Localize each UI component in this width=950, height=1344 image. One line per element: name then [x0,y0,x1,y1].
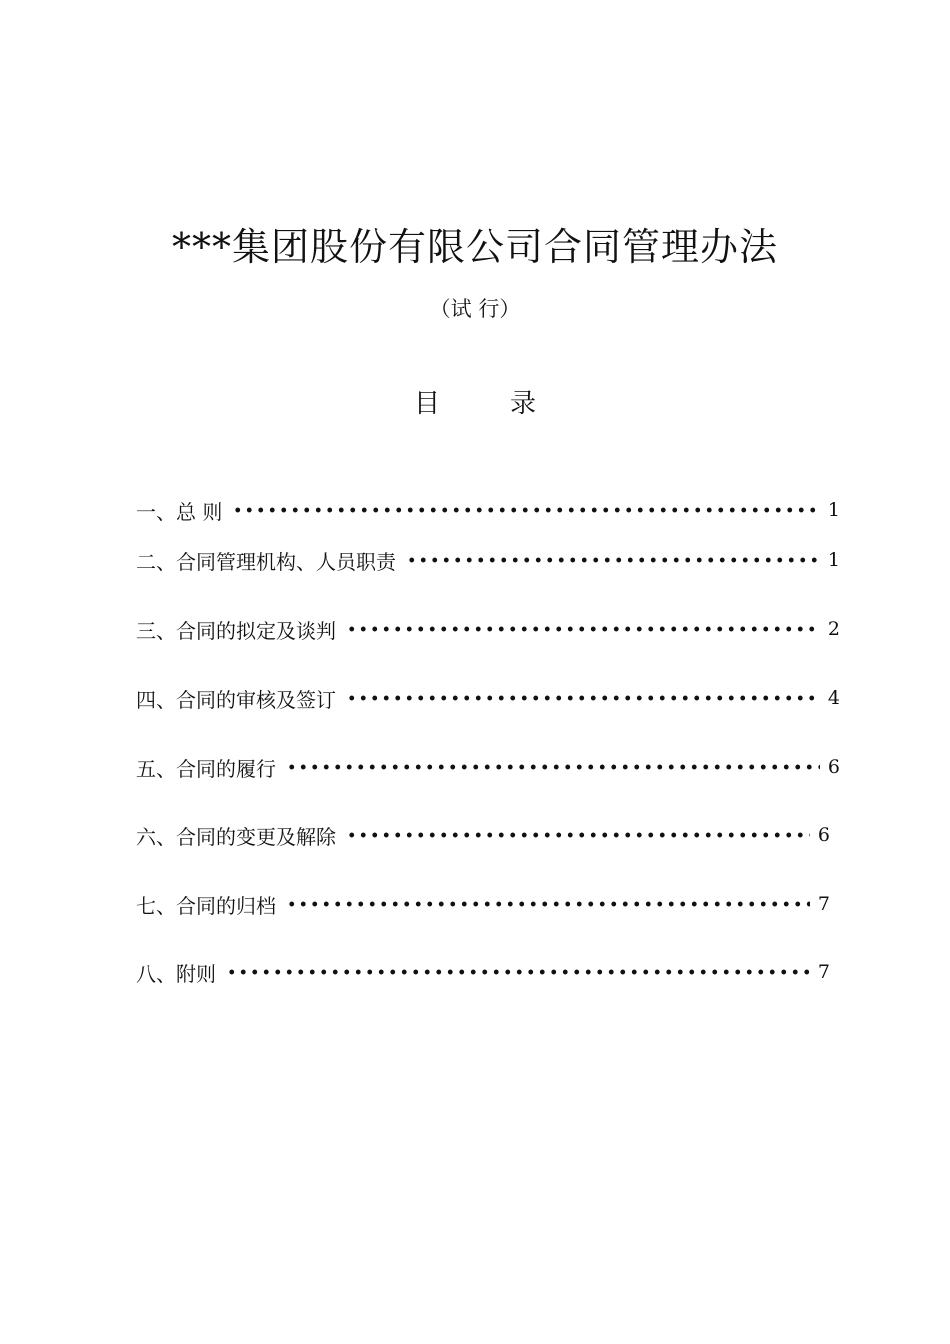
toc-dot-leader [346,832,810,838]
toc-entry-page: 7 [817,893,830,915]
toc-dot-leader [346,626,820,632]
toc-entry-label: 七、合同的归档 [136,893,276,918]
toc-heading [0,386,950,422]
toc-entry-page: 7 [817,961,830,983]
toc-entry-label: 三、合同的拟定及谈判 [136,618,336,643]
toc-entry-label: 五、合同的履行 [136,756,276,781]
toc-heading-right: 录 [510,389,537,419]
toc-entry[interactable] [136,890,830,918]
toc-entry[interactable] [136,684,840,712]
toc-entry[interactable] [136,546,840,574]
toc-entry[interactable] [136,958,830,986]
document-subtitle: （试 行） [429,297,521,321]
toc-entry[interactable] [136,496,840,524]
toc-entry[interactable] [136,821,830,849]
document-title: ***集团股份有限公司合同管理办法 [171,225,778,269]
toc-entry-label: 四、合同的审核及签订 [136,687,336,712]
toc-dot-leader [286,764,820,770]
toc-dot-leader [346,695,820,701]
toc-entry-page: 1 [827,499,840,521]
toc-entry-page: 1 [827,549,840,571]
toc-dot-leader [232,507,820,513]
toc-dot-leader [286,901,810,907]
toc-entry[interactable] [136,753,840,781]
toc-entry-label: 八、附则 [136,961,216,986]
toc-entry-page: 2 [827,618,840,640]
toc-entry-label: 二、合同管理机构、人员职责 [136,549,396,574]
toc-entry-page: 6 [827,756,840,778]
toc-entry-page: 6 [817,824,830,846]
toc-dot-leader [406,557,820,563]
toc-entry-label: 六、合同的变更及解除 [136,824,336,849]
toc-entry[interactable] [136,615,840,643]
toc-heading-left: 目 [413,389,440,419]
toc-entry-page: 4 [827,687,840,709]
toc-dot-leader [226,969,810,975]
toc-entry-label: 一、总 则 [136,499,223,524]
